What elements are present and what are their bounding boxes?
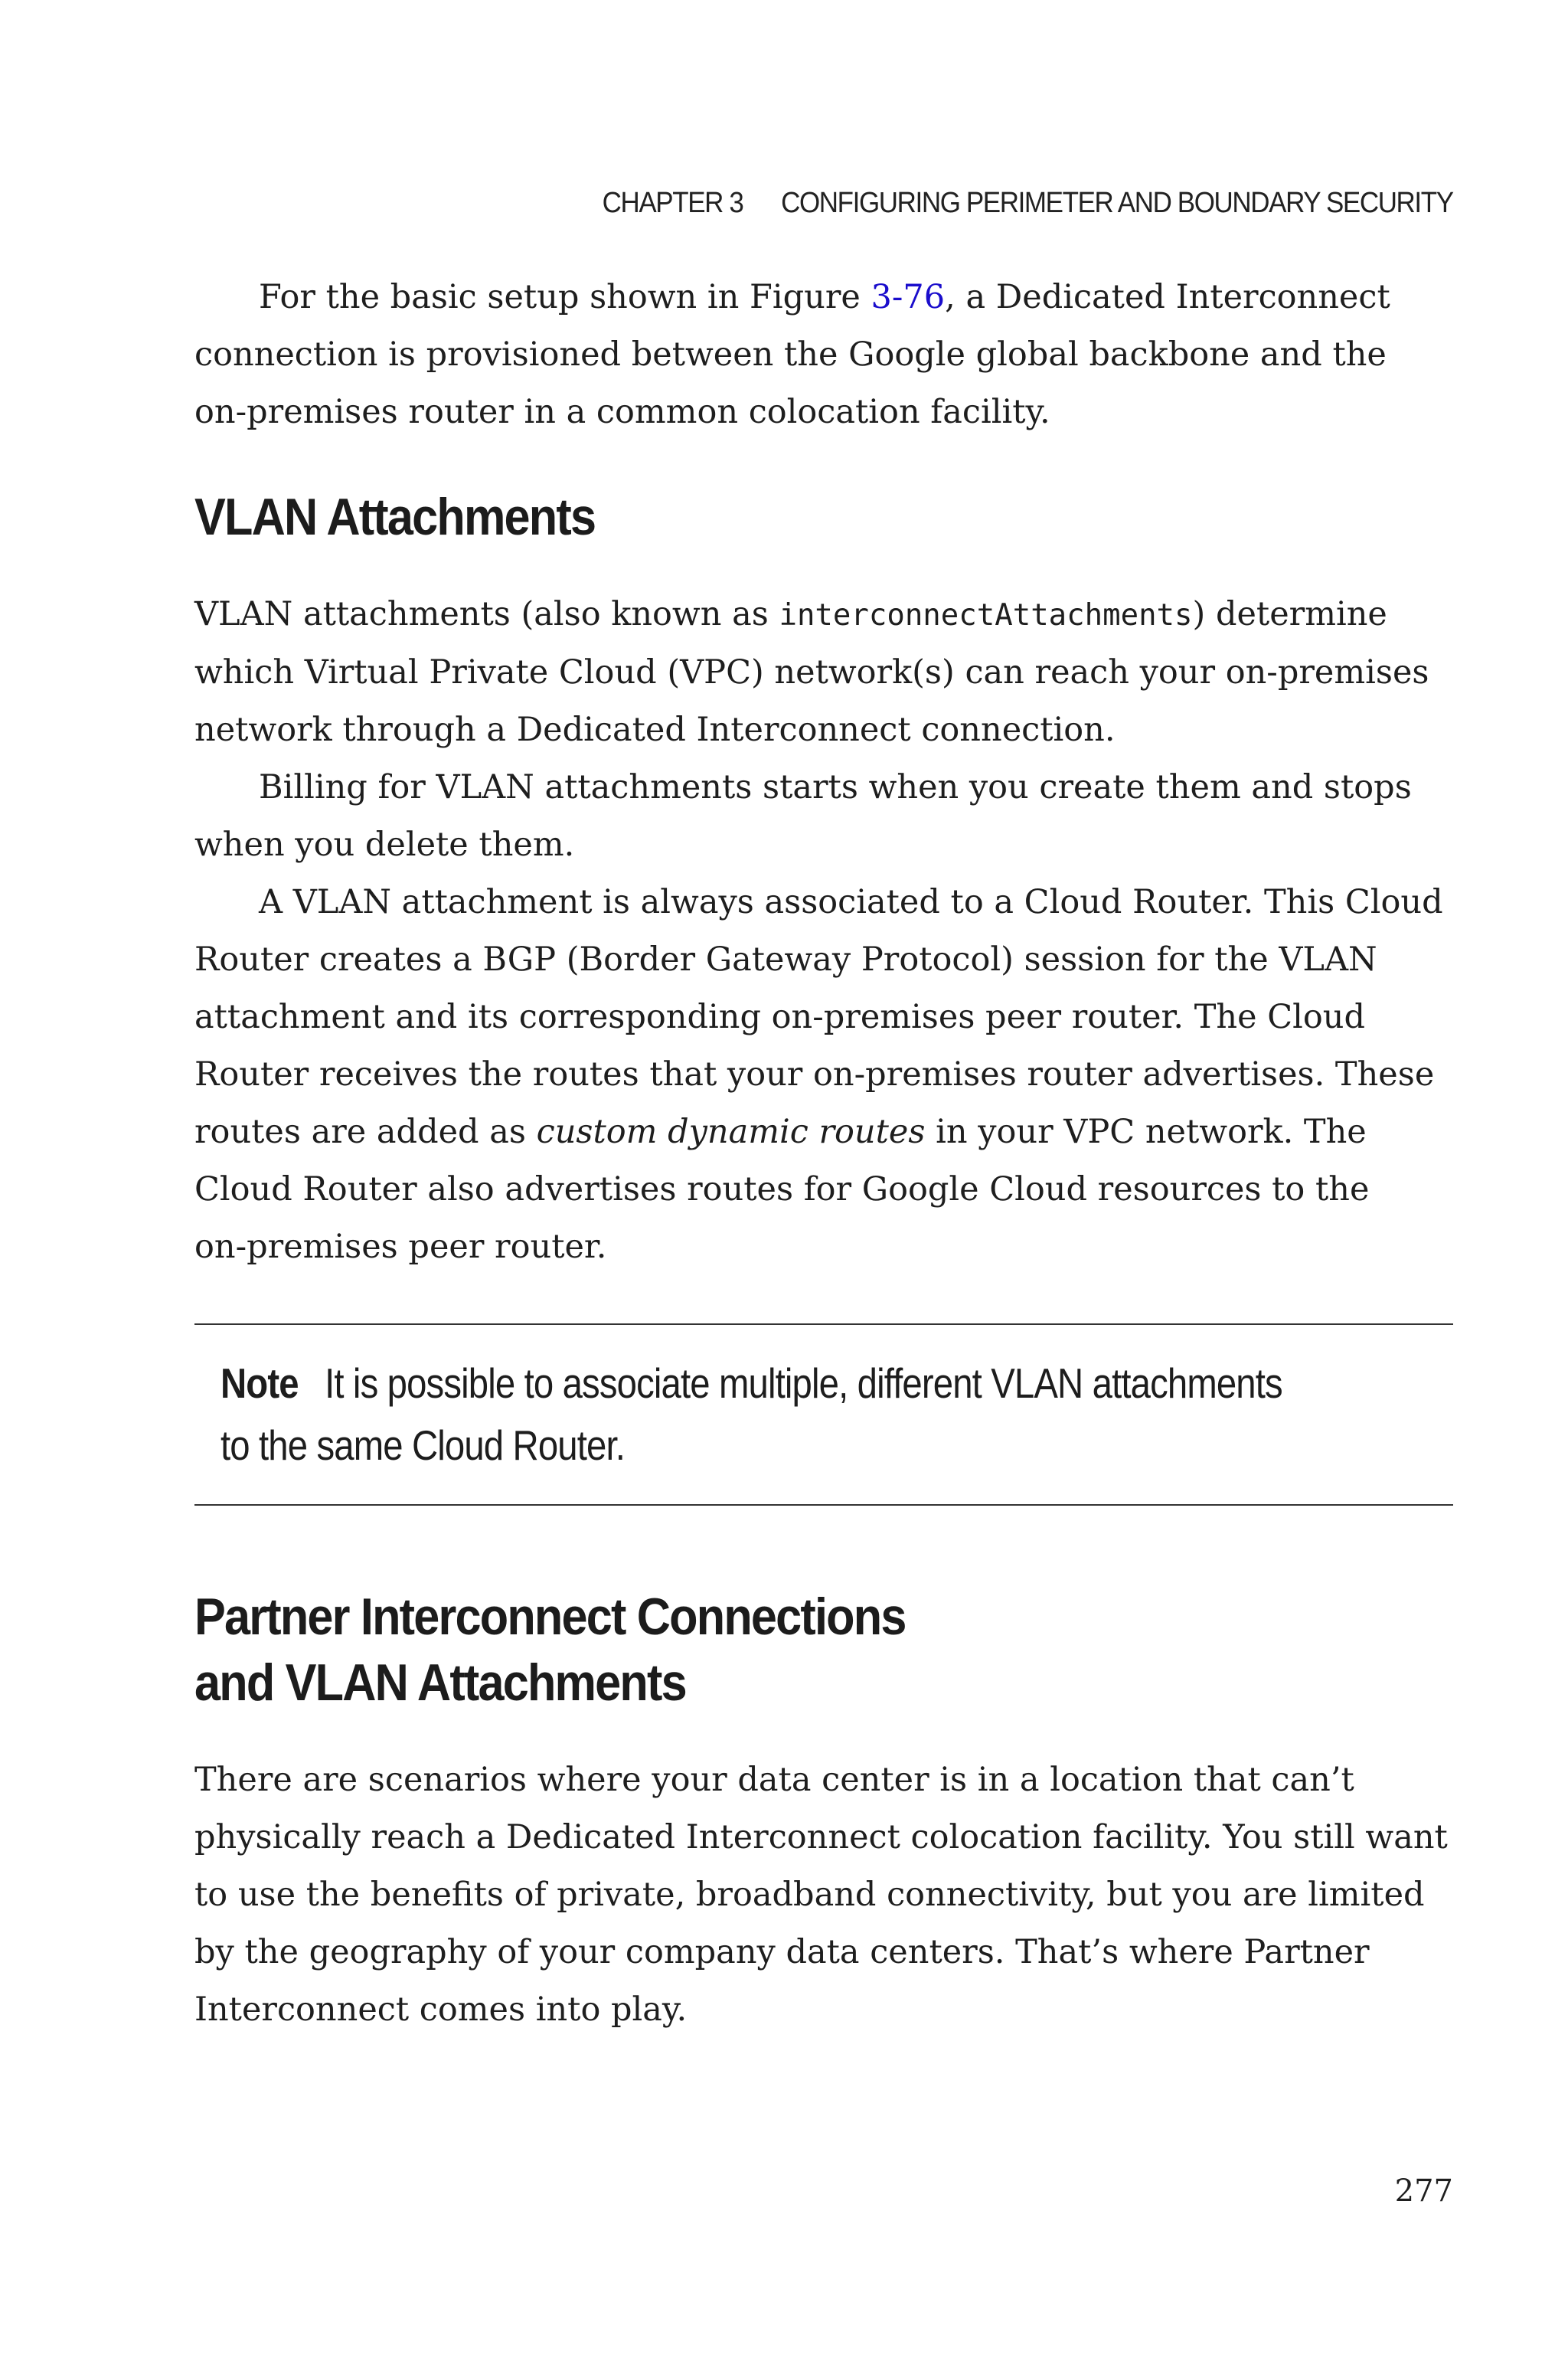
heading-line: and VLAN Attachments xyxy=(194,1653,686,1712)
intro-paragraph xyxy=(194,269,1453,441)
text-run: , a Dedicated Interconnect xyxy=(945,278,1390,316)
heading-line: Partner Interconnect Connections xyxy=(194,1588,906,1646)
vlan-section-body xyxy=(194,586,1453,1276)
code-term: interconnectAttachments xyxy=(779,598,1193,633)
text-run: VLAN attachments (also known as xyxy=(194,595,779,633)
section-heading-vlan-attachments: VLAN Attachments xyxy=(194,488,596,546)
emphasis-term: custom dynamic routes xyxy=(536,1113,926,1151)
text-run: in your VPC network. The xyxy=(925,1113,1367,1151)
text-run: Billing for VLAN attachments starts when you create them and stops xyxy=(259,768,1412,806)
text-run: routes are added as xyxy=(194,1113,537,1151)
text-line: Router creates a BGP (Border Gateway Protocol) session for the VLAN xyxy=(194,940,1377,979)
partner-section-body xyxy=(194,1752,1453,2039)
text-line xyxy=(194,759,1453,816)
text-line: attachment and its corresponding on-premises peer router. The Cloud xyxy=(194,998,1365,1036)
text-line: physically reach a Dedicated Interconnect colocation facility. You still want xyxy=(194,1818,1448,1856)
chapter-title: CONFIGURING PERIMETER AND BOUNDARY SECURITY xyxy=(781,187,1453,219)
text-line: There are scenarios where your data center is in a location that can’t xyxy=(194,1761,1354,1799)
text-run: ) determine xyxy=(1192,595,1387,633)
text-line xyxy=(194,874,1453,931)
text-line: which Virtual Private Cloud (VPC) network(s) can reach your on-premises xyxy=(194,653,1429,692)
text-line xyxy=(194,1104,1453,1161)
section-heading-partner-interconnect xyxy=(194,1584,906,1716)
note-bottom-rule xyxy=(194,1504,1453,1506)
text-line: by the geography of your company data centers. That’s where Partner xyxy=(194,1933,1370,1971)
text-line: on-premises router in a common colocation facility. xyxy=(194,393,1050,431)
text-line: to use the benefits of private, broadband connectivity, but you are limited xyxy=(194,1876,1425,1914)
text-line: Interconnect comes into play. xyxy=(194,1990,688,2029)
note-label: Note xyxy=(220,1359,299,1407)
chapter-label: CHAPTER 3 xyxy=(602,187,743,219)
text-run: It is possible to associate multiple, different VLAN attachments xyxy=(325,1359,1282,1407)
text-run: A VLAN attachment is always associated to a Cloud Router. This Cloud xyxy=(259,883,1443,921)
text-line xyxy=(194,269,1453,326)
running-head xyxy=(603,187,1453,220)
text-line: on-premises peer router. xyxy=(194,1228,607,1266)
text-line xyxy=(220,1353,1300,1415)
text-line: when you delete them. xyxy=(194,826,575,864)
text-run: For the basic setup shown in Figure xyxy=(259,278,871,316)
text-line xyxy=(194,586,1453,644)
text-line: network through a Dedicated Interconnect connection. xyxy=(194,711,1116,749)
text-line: to the same Cloud Router. xyxy=(220,1421,626,1469)
page-number: 277 xyxy=(1394,2174,1453,2209)
text-line: Router receives the routes that your on-premises router advertises. These xyxy=(194,1055,1435,1094)
book-page xyxy=(194,0,1453,2378)
text-line: connection is provisioned between the Google global backbone and the xyxy=(194,335,1387,374)
note-box xyxy=(220,1353,1300,1477)
text-line: Cloud Router also advertises routes for Google Cloud resources to the xyxy=(194,1170,1370,1209)
figure-link[interactable]: 3-76 xyxy=(871,278,946,316)
note-top-rule xyxy=(194,1323,1453,1325)
